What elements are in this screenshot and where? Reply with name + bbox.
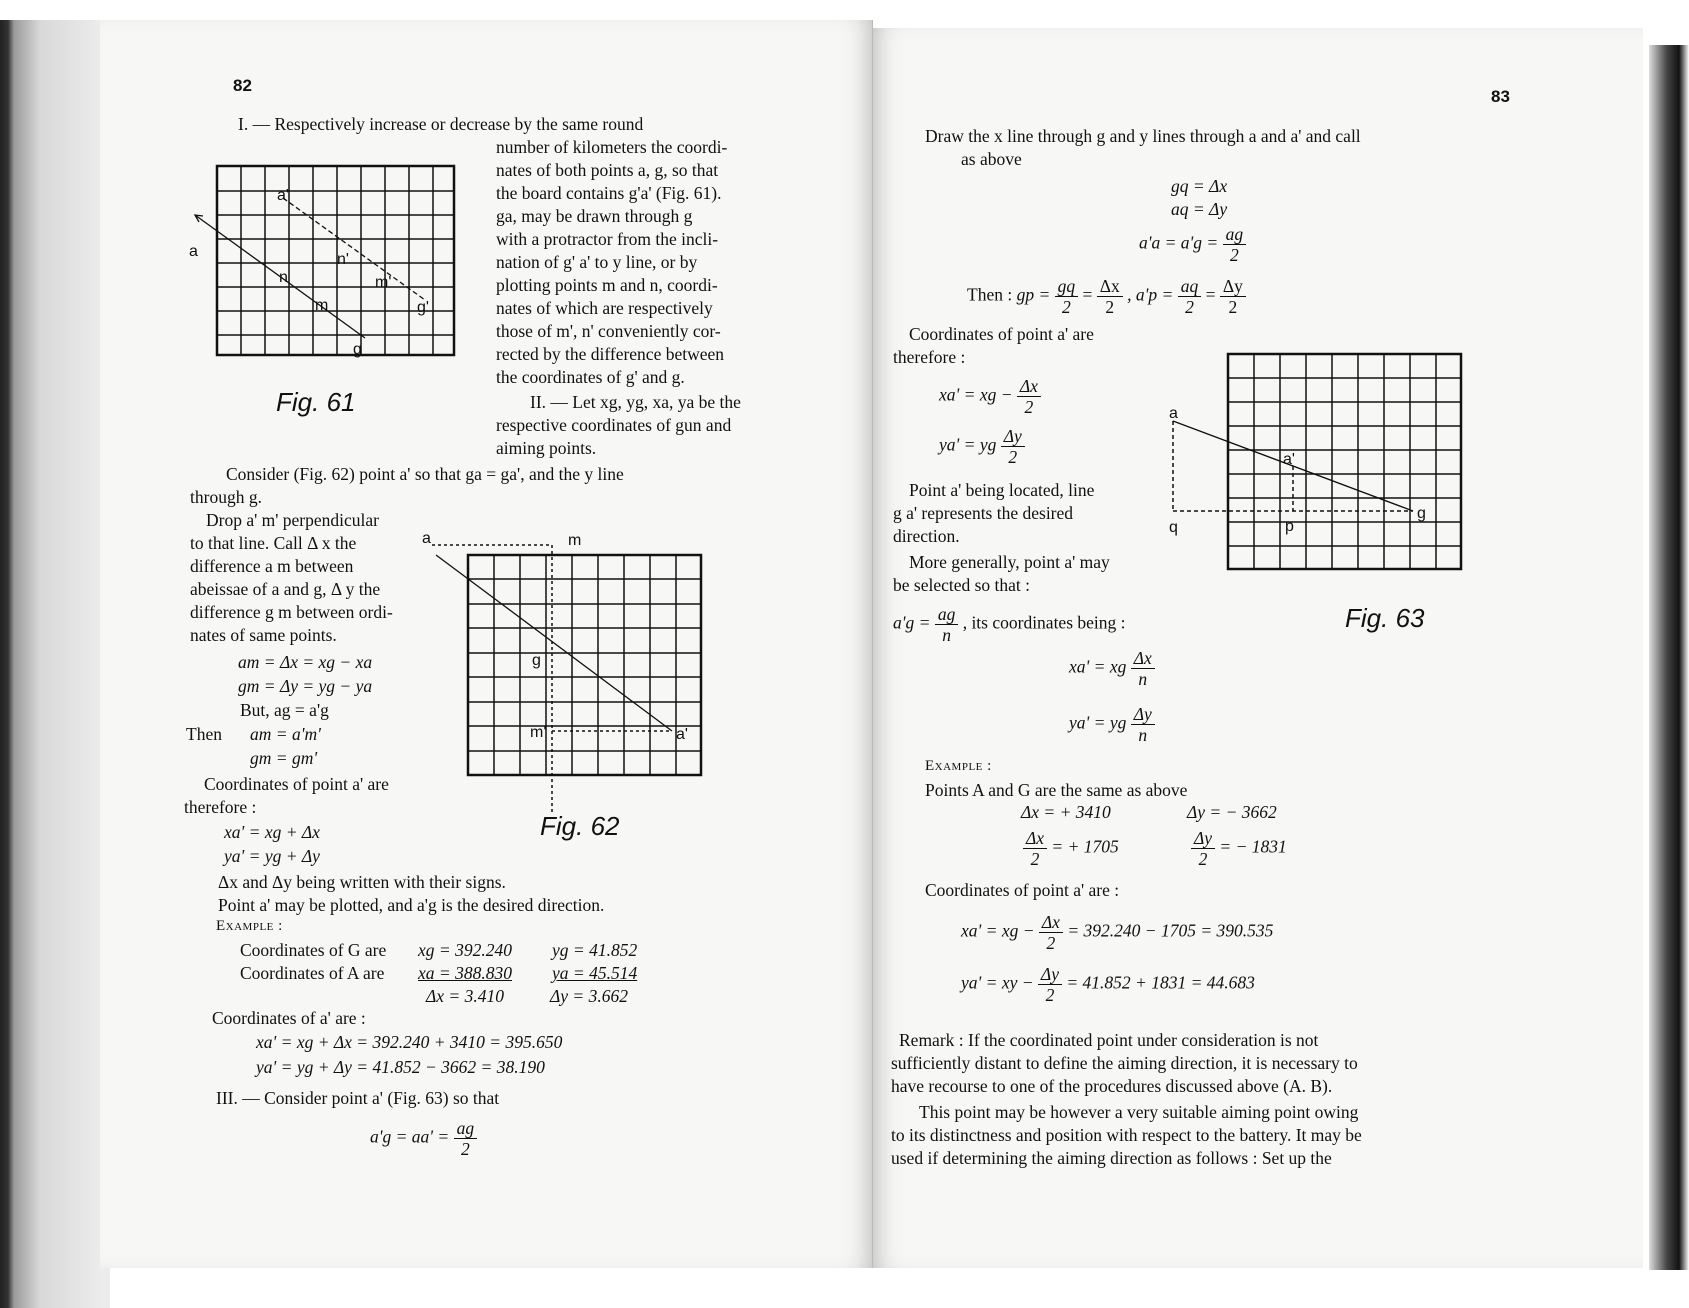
fraction — [1178, 276, 1202, 317]
eq-left: ya' = yg — [939, 434, 997, 455]
denominator: n — [1138, 725, 1148, 745]
equation: ya = 45.514 — [552, 963, 638, 983]
equation — [893, 604, 1126, 645]
eq-left: a'a = a'g = — [1139, 232, 1219, 253]
fraction — [1038, 964, 1062, 1005]
page-number: 83 — [1491, 87, 1510, 106]
text-line: ga, may be drawn through g — [496, 206, 693, 226]
fraction — [1131, 648, 1155, 689]
eq-right: = 41.852 + 1831 = 44.683 — [1066, 972, 1255, 993]
text-line: Drop a' m' perpendicular — [206, 510, 379, 530]
numerator: Δy — [1038, 964, 1062, 985]
denominator: 2 — [1198, 849, 1208, 869]
equation: gm = Δy = yg − ya — [238, 676, 373, 696]
eq-left: xa' = xg − — [939, 384, 1013, 405]
text-line: rected by the difference between — [496, 344, 725, 364]
numerator: Δx — [1039, 912, 1063, 933]
fig-label: a — [422, 530, 431, 547]
example-label: Example : — [925, 758, 992, 774]
equation: am = Δx = xg − xa — [238, 652, 373, 672]
text-line: therefore : — [893, 347, 966, 367]
fig-label: a — [1169, 405, 1178, 422]
denominator: 2 — [1030, 849, 1040, 869]
text-line: This point may be however a very suitable aiming point owing — [919, 1102, 1359, 1122]
equation: Δy = − 3662 — [1187, 802, 1277, 822]
text-line: the coordinates of g' and g. — [496, 367, 685, 387]
equation — [1069, 704, 1155, 745]
fig-label: a — [189, 243, 198, 260]
fig-label: n — [279, 269, 288, 286]
text-line: plotting points m and n, coordi- — [496, 275, 718, 295]
eq-part: = — [1205, 284, 1216, 305]
fig-label: g — [1417, 505, 1426, 522]
text-line: nates of both points a, g, so that — [496, 160, 719, 180]
text-line: sufficiently distant to define the aiming direction, it is necessary to — [891, 1053, 1358, 1073]
equation — [961, 912, 1273, 953]
figure-61-caption: Fig. 61 — [276, 387, 356, 417]
left-page — [100, 20, 873, 1268]
eq-part: = − 1831 — [1219, 836, 1287, 857]
numerator: Δy — [1131, 704, 1155, 725]
book-edge — [1649, 45, 1689, 1270]
text-line: II. — Let xg, yg, xa, ya be the — [530, 392, 741, 412]
figure-62-grid — [418, 515, 718, 815]
numerator: aq — [1178, 276, 1202, 297]
figure-63-grid — [1169, 346, 1543, 636]
figure-61-grid — [185, 160, 485, 380]
denominator: 2 — [1229, 245, 1239, 265]
text-line: nates of same points. — [190, 625, 337, 645]
equation — [370, 1118, 477, 1159]
equation: xa' = xg + Δx = 392.240 + 3410 = 395.650 — [256, 1032, 563, 1052]
text-line: Coordinates of point a' are — [204, 774, 389, 794]
text-line: the board contains g'a' (Fig. 61). — [496, 183, 722, 203]
text-line: Remark : If the coordinated point under consideration is not — [899, 1030, 1319, 1050]
equation: ya' = yg + Δy — [224, 846, 320, 866]
eq-left: xa' = xg — [1069, 656, 1127, 677]
text-line: direction. — [893, 526, 960, 546]
eq-part: = + 1705 — [1051, 836, 1119, 857]
denominator: 2 — [1228, 297, 1238, 317]
equation: am = a'm' — [250, 724, 321, 744]
text-line: Coordinates of A are — [240, 963, 385, 983]
eq-left: xa' = xg − — [961, 920, 1035, 941]
right-page — [873, 28, 1643, 1268]
eq-left: ya' = xy − — [961, 972, 1034, 993]
numerator: Δy — [1220, 276, 1246, 297]
text-line: number of kilometers the coordi- — [496, 137, 728, 157]
fig-label: a' — [676, 726, 688, 743]
denominator: n — [942, 625, 951, 645]
text-line: III. — Consider point a' (Fig. 63) so that — [216, 1088, 500, 1108]
numerator: Δx — [1097, 276, 1123, 297]
then-line — [967, 276, 1246, 317]
equation: Δx = + 3410 — [1021, 802, 1111, 822]
fraction — [1017, 376, 1041, 417]
fig-label: a' — [1283, 451, 1295, 468]
eq-part: = — [1082, 284, 1093, 305]
eq-right: = 392.240 − 1705 = 390.535 — [1067, 920, 1274, 941]
fraction — [1001, 426, 1025, 467]
example-label: Example : — [216, 918, 283, 934]
numerator: gq — [1055, 276, 1079, 297]
text-line: Consider (Fig. 62) point a' so that ga = ga', and the y line — [226, 464, 624, 484]
eq-left: ya' = yg — [1069, 712, 1127, 733]
equation: Δy = 3.662 — [550, 986, 628, 1006]
fig-label: g — [353, 341, 362, 358]
equation — [1069, 648, 1155, 689]
fig-label: m — [315, 297, 329, 314]
numerator: Δx — [1131, 648, 1155, 669]
fig-label: m' — [375, 274, 392, 291]
fraction — [1023, 828, 1047, 869]
text-line: g a' represents the desired — [893, 503, 1074, 523]
equation: aq = Δy — [1171, 199, 1228, 219]
figure-63-caption: Fig. 63 — [1345, 603, 1425, 633]
equation — [939, 426, 1025, 467]
equation — [1191, 828, 1287, 869]
eq-part: , a'p = — [1127, 284, 1174, 305]
equation: xa' = xg + Δx — [224, 822, 320, 842]
then-label: Then : — [967, 284, 1013, 305]
numerator: Δx — [1017, 376, 1041, 397]
book-spine — [0, 20, 110, 1308]
denominator: 2 — [1008, 447, 1018, 467]
text-line: therefore : — [184, 797, 257, 817]
equation: yg = 41.852 — [552, 940, 638, 960]
fraction — [1220, 276, 1246, 317]
fraction — [1131, 704, 1155, 745]
equation: gm = gm' — [250, 748, 318, 768]
fig-label: g' — [417, 299, 429, 316]
equation — [1023, 828, 1119, 869]
numerator: ag — [935, 604, 959, 625]
fraction — [454, 1118, 478, 1159]
text-line: to its distinctness and position with respect to the battery. It may be — [891, 1125, 1362, 1145]
equation — [1139, 224, 1246, 265]
text-line: Coordinates of point a' are : — [925, 880, 1120, 900]
text-line: have recourse to one of the procedures discussed above (A. B). — [891, 1076, 1333, 1096]
text-line: difference a m between — [190, 556, 354, 576]
text-line: with a protractor from the incli- — [496, 229, 719, 249]
text-line: abeissae of a and g, Δ y the — [190, 579, 381, 599]
fig-label: p — [1285, 518, 1294, 535]
text-line: difference g m between ordi- — [190, 602, 393, 622]
equation: xg = 392.240 — [418, 940, 512, 960]
text-line: as above — [961, 149, 1022, 169]
fraction — [1039, 912, 1063, 953]
text-line: be selected so that : — [893, 575, 1031, 595]
fig-label: n' — [337, 251, 349, 268]
denominator: 2 — [1024, 397, 1034, 417]
denominator: 2 — [1185, 297, 1194, 317]
denominator: 2 — [1045, 985, 1055, 1005]
equation: gq = Δx — [1171, 176, 1228, 196]
equation: xa = 388.830 — [418, 963, 512, 983]
eq-left: a'g = — [893, 612, 931, 633]
equation: But, ag = a'g — [240, 700, 329, 720]
text-line: Coordinates of a' are : — [212, 1008, 366, 1028]
eq-part: gp = — [1016, 284, 1051, 305]
fig-label: a' — [277, 187, 289, 204]
numerator: Δy — [1001, 426, 1025, 447]
fraction — [1097, 276, 1123, 317]
denominator: n — [1138, 669, 1148, 689]
text-line: used if determining the aiming direction as follows : Set up the — [891, 1148, 1332, 1168]
text-line: through g. — [190, 487, 262, 507]
text-line: to that line. Call Δ x the — [190, 533, 357, 553]
text-line: nation of g' a' to y line, or by — [496, 252, 698, 272]
numerator: ag — [1223, 224, 1247, 245]
equation — [939, 376, 1041, 417]
text-line: Point a' may be plotted, and a'g is the desired direction. — [218, 895, 605, 915]
text-line: aiming points. — [496, 438, 597, 458]
denominator: 2 — [1105, 297, 1115, 317]
text-line: Δx and Δy being written with their signs. — [218, 872, 506, 892]
fig-label: m — [568, 532, 582, 549]
text-line: Coordinates of point a' are — [909, 324, 1094, 344]
text-line: I. — Respectively increase or decrease by the same round — [238, 114, 644, 134]
text-line: those of m', n' conveniently cor- — [496, 321, 721, 341]
fraction — [1223, 224, 1247, 265]
figure-62-caption: Fig. 62 — [540, 811, 620, 841]
text-line: respective coordinates of gun and — [496, 415, 732, 435]
eq-left: a'g = aa' = — [370, 1126, 450, 1147]
denominator: 2 — [460, 1139, 470, 1159]
equation: ya' = yg + Δy = 41.852 − 3662 = 38.190 — [256, 1057, 545, 1077]
fig-label: m' — [530, 724, 547, 741]
fraction — [1191, 828, 1215, 869]
text-line: Coordinates of G are — [240, 940, 387, 960]
fig-label: g — [532, 652, 541, 669]
fig-label: q — [1169, 519, 1178, 536]
fraction — [935, 604, 959, 645]
numerator: ag — [454, 1118, 478, 1139]
text-line: More generally, point a' may — [909, 552, 1110, 572]
numerator: Δx — [1023, 828, 1047, 849]
eq-right: , its coordinates being : — [962, 612, 1126, 633]
text-line: Points A and G are the same as above — [925, 780, 1188, 800]
fraction — [1055, 276, 1079, 317]
text-line: Point a' being located, line — [909, 480, 1095, 500]
numerator: Δy — [1191, 828, 1215, 849]
text-line: Draw the x line through g and y lines through a and a' and call — [925, 126, 1361, 146]
then-word: Then — [186, 724, 222, 744]
equation — [961, 964, 1255, 1005]
equation: Δx = 3.410 — [426, 986, 504, 1006]
denominator: 2 — [1062, 297, 1071, 317]
text-line: nates of which are respectively — [496, 298, 713, 318]
denominator: 2 — [1046, 933, 1056, 953]
page-number: 82 — [233, 76, 252, 95]
